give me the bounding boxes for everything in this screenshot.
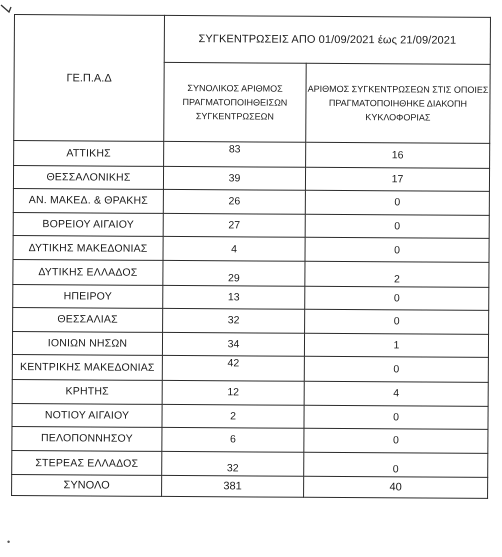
total-column-header: ΣΥΝΟΛΙΚΟΣ ΑΡΙΘΜΟΣ ΠΡΑΓΜΑΤΟΠΟΙΗΘΕΙΣΩΝ ΣΥΓΚΕΝΤΡΩΣΕΩΝ xyxy=(164,62,306,142)
region-cell: ΑΝ. ΜΑΚΕΔ. & ΘΡΑΚΗΣ xyxy=(13,189,163,214)
interrupt-column-header: ΑΡΙΘΜΟΣ ΣΥΓΚΕΝΤΡΩΣΕΩΝ ΣΤΙΣ ΟΠΟΙΕΣ ΠΡΑΓΜΑΤΟΠΟΙΗΘΗΚΕ ΔΙΑΚΟΠΗ ΚΥΚΛΟΦΟΡΙΑΣ xyxy=(306,63,490,143)
total-gatherings-cell: 83 xyxy=(164,141,306,166)
totals-row xyxy=(12,475,488,499)
region-cell: ΔΥΤΙΚΗΣ ΜΑΚΕΔΟΝΙΑΣ xyxy=(13,236,163,261)
totals-label: ΣΥΝΟΛΟ xyxy=(12,475,162,497)
total-gatherings-cell: 29 xyxy=(163,260,305,285)
region-cell: ΘΕΣΣΑΛΙΑΣ xyxy=(13,308,163,333)
table-body xyxy=(12,141,490,478)
gatherings-table xyxy=(11,14,491,499)
traffic-interruption-cell: 0 xyxy=(304,428,488,453)
total-gatherings-cell: 27 xyxy=(163,213,305,237)
traffic-interruption-cell: 16 xyxy=(306,142,490,168)
traffic-interruption-cell: 4 xyxy=(304,381,488,406)
region-cell: ΚΕΝΤΡΙΚΗΣ ΜΑΚΕΔΟΝΙΑΣ xyxy=(12,355,162,381)
traffic-interruption-cell: 2 xyxy=(305,261,489,287)
region-cell: ΗΠΕΙΡΟΥ xyxy=(13,284,163,309)
table-row xyxy=(13,236,489,263)
scan-dot: • xyxy=(7,537,11,547)
traffic-interruption-cell: 0 xyxy=(305,214,489,239)
traffic-interruption-cell: 1 xyxy=(304,333,488,358)
region-cell: ΣΤΕΡΕΑΣ ΕΛΛΑΔΟΣ xyxy=(12,450,162,476)
table-row xyxy=(13,165,489,192)
region-cell: ΒΟΡΕΙΟΥ ΑΙΓΑΙΟΥ xyxy=(13,212,163,237)
total-gatherings-cell: 34 xyxy=(162,332,304,356)
total-gatherings-cell: 39 xyxy=(163,166,305,190)
table-row xyxy=(13,284,489,311)
period-header: ΣΥΓΚΕΝΤΡΩΣΕΙΣ ΑΠΟ 01/09/2021 έως 21/09/2021 xyxy=(164,15,490,64)
traffic-interruption-cell: 0 xyxy=(304,357,488,383)
header-row-period xyxy=(14,15,490,65)
region-cell: ΝΟΤΙΟΥ ΑΙΓΑΙΟΥ xyxy=(12,403,162,428)
totals-interrupted: 40 xyxy=(304,477,488,499)
traffic-interruption-cell: 0 xyxy=(304,405,488,430)
table-row xyxy=(12,331,488,358)
total-gatherings-cell: 13 xyxy=(163,285,305,309)
table-row xyxy=(13,308,489,335)
traffic-interruption-cell: 0 xyxy=(305,190,489,215)
table-row xyxy=(12,427,488,454)
table-row xyxy=(12,450,488,478)
region-cell: ΔΥΤΙΚΗΣ ΕΛΛΑΔΟΣ xyxy=(13,259,163,285)
total-gatherings-cell: 42 xyxy=(162,356,304,381)
region-column-header: ΓΕ.Π.Α.Δ xyxy=(14,15,165,142)
table-row xyxy=(12,379,488,406)
region-cell: ΘΕΣΣΑΛΟΝΙΚΗΣ xyxy=(13,165,163,190)
table-row xyxy=(14,141,490,169)
region-cell: ΙΟΝΙΩΝ ΝΗΣΩΝ xyxy=(12,331,162,356)
table-row xyxy=(13,259,489,287)
total-gatherings-cell: 32 xyxy=(162,451,304,476)
table-row xyxy=(12,355,488,383)
traffic-interruption-cell: 0 xyxy=(305,286,489,311)
table-row xyxy=(13,189,489,216)
total-gatherings-cell: 6 xyxy=(162,428,304,452)
region-cell: ΚΡΗΤΗΣ xyxy=(12,379,162,404)
total-gatherings-cell: 4 xyxy=(163,237,305,261)
total-gatherings-cell: 26 xyxy=(163,190,305,214)
table-row xyxy=(12,403,488,430)
traffic-interruption-cell: 0 xyxy=(305,238,489,263)
traffic-interruption-cell: 0 xyxy=(305,309,489,334)
traffic-interruption-cell: 0 xyxy=(304,452,488,478)
table-row xyxy=(13,212,489,239)
total-gatherings-cell: 2 xyxy=(162,404,304,428)
region-cell: ΠΕΛΟΠΟΝΝΗΣΟΥ xyxy=(12,427,162,452)
total-gatherings-cell: 32 xyxy=(163,309,305,333)
region-cell: ΑΤΤΙΚΗΣ xyxy=(14,141,164,167)
traffic-interruption-cell: 17 xyxy=(305,167,489,192)
total-gatherings-cell: 12 xyxy=(162,380,304,404)
totals-total: 381 xyxy=(162,476,304,498)
